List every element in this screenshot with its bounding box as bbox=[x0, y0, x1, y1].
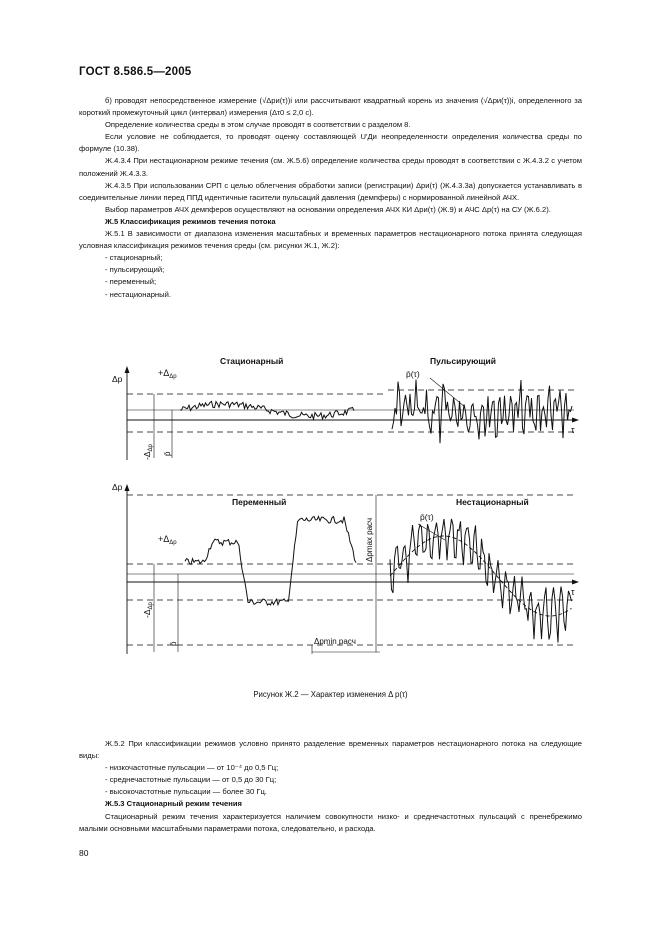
pbar-label-bottom: p̄ bbox=[169, 641, 178, 646]
list-item: - нестационарный. bbox=[105, 289, 171, 299]
y-axis-label-bottom: Δp bbox=[112, 482, 123, 492]
body-text-top bbox=[79, 95, 582, 301]
mean-label-top: p̄(τ) bbox=[406, 369, 420, 379]
x-axis-label-top: τ bbox=[571, 425, 575, 435]
body-text-bottom bbox=[79, 738, 582, 835]
page-number: 80 bbox=[79, 848, 89, 858]
delta-minus-label-top: $-\Delta_{\Delta p}$ bbox=[142, 444, 154, 460]
regime-list bbox=[79, 252, 582, 300]
paragraph: Ж.4.3.4 При нестационарном режиме течения (см. Ж.5.6) определение количества среды проводят в соответствии с Ж.4.3.2 с учетом положений Ж.4.3.3. bbox=[79, 156, 582, 178]
section-heading: Ж.5.3 Стационарный режим течения bbox=[105, 799, 242, 809]
panel-title-pulsating: Пульсирующий bbox=[430, 356, 496, 366]
paragraph: Выбор параметров АЧХ демпферов осуществляют на основании определения АЧХ КИ Δpи(τ) (Ж.9) и АЧС Δp(τ) на СУ (Ж.6.2). bbox=[105, 204, 551, 214]
pbar-label-top: p̄ bbox=[163, 451, 172, 456]
list-item: - низкочастотные пульсации — от 10⁻⁴ до 0,5 Гц; bbox=[105, 763, 279, 773]
delta-plus-label-top: $+\Delta_{\Delta p}$ bbox=[158, 368, 177, 380]
paragraph: Если условие не соблюдается, то проводят оценку составляющей U′Ди неопределенности определения количества среды по формуле (10.38). bbox=[79, 132, 582, 154]
panel-title-stationary: Стационарный bbox=[220, 356, 284, 366]
pmax-label: Δpmax расч bbox=[365, 517, 374, 562]
delta-plus-label-bottom: $+\Delta_{\Delta p}$ bbox=[158, 534, 177, 546]
pulsating-signal bbox=[392, 380, 572, 444]
paragraph: Ж.4.3.5 При использовании СРП с целью облегчения обработки записи (регистрации) Δpи(τ) (Ж.4.3.3а) допускается устанавливать в соединительные линии перед ППД идентичные гасители пульсаций давления (демпферы) с нормированной линейной АЧХ. bbox=[79, 180, 582, 202]
figure-caption: Рисунок Ж.2 — Характер изменения Δ p(τ) bbox=[253, 690, 408, 699]
frequency-list bbox=[79, 762, 582, 798]
arrow-icon bbox=[125, 484, 130, 491]
pmin-label: Δpmin расч bbox=[314, 637, 356, 646]
x-axis-label-bottom: τ bbox=[571, 587, 575, 597]
paragraph: Стационарный режим течения характеризуется наличием совокупности низко- и среднечастотных пульсаций с пренебрежимо малыми основными масштабными параметрами потока, следовательно, и расхода. bbox=[79, 811, 582, 833]
arrow-icon bbox=[125, 366, 130, 373]
figure-flow-regimes bbox=[100, 352, 590, 677]
y-axis-label-top: Δp bbox=[112, 374, 123, 384]
arrow-icon bbox=[572, 580, 579, 585]
paragraph: б) проводят непосредственное измерение (√Δpи(τ))i или рассчитывают квадратный корень из значения (√Δpи(τ))i, определенного за короткий промежуточный цикл (интервал) измерения (Δτ0 ≤ 2,0 с). bbox=[79, 96, 582, 118]
paragraph: Ж.5.2 При классификации режимов условно принято разделение временных параметров нестационарного потока на следующие виды: bbox=[79, 739, 582, 761]
document-header: ГОСТ 8.586.5—2005 bbox=[79, 66, 192, 78]
list-item: - стационарный; bbox=[105, 253, 163, 263]
paragraph: Определение количества среды в этом случае проводят в соответствии с разделом 8. bbox=[105, 120, 411, 130]
variable-signal bbox=[185, 517, 356, 606]
list-item: - пульсирующий; bbox=[105, 265, 165, 275]
nonstationary-signal bbox=[390, 519, 572, 643]
delta-minus-label-bottom: $-\Delta_{\Delta p}$ bbox=[142, 602, 154, 618]
flow-regime-diagram bbox=[100, 352, 590, 672]
paragraph: Ж.5.1 В зависимости от диапазона изменения масштабных и временных параметров нестационарного потока принята следующая условная классификация режимов течения среды (см. рисунки Ж.1, Ж.2): bbox=[79, 229, 582, 251]
panel-title-variable: Переменный bbox=[232, 497, 287, 507]
arrow-icon bbox=[572, 418, 579, 423]
mean-label-bottom: p̄(τ) bbox=[420, 512, 434, 522]
list-item: - среднечастотные пульсации — от 0,5 до 30 Гц; bbox=[105, 775, 277, 785]
panel-title-nonstationary: Нестационарный bbox=[456, 497, 529, 507]
list-item: - высокочастотные пульсации — более 30 Гц. bbox=[105, 787, 267, 797]
section-heading: Ж.5 Классификация режимов течения потока bbox=[105, 216, 276, 226]
list-item: - переменный; bbox=[105, 277, 157, 287]
